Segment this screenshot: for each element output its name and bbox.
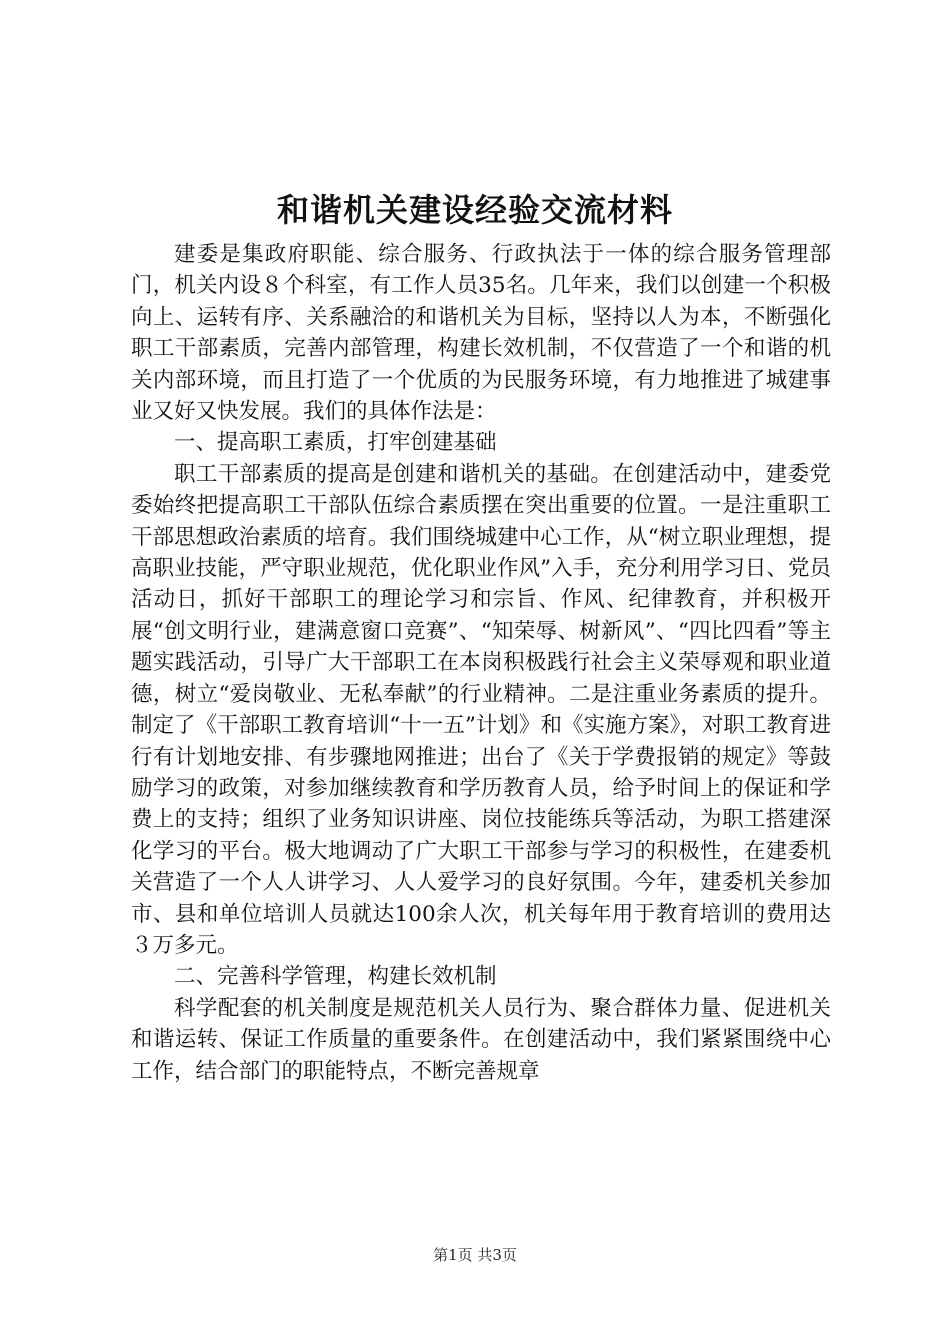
page-number-footer: 第1页 共3页 <box>433 1246 517 1264</box>
paragraph-section-2: 科学配套的机关制度是规范机关人员行为、聚合群体力量、促进机关和谐运转、保证工作质量的重要条件。在创建活动中，我们紧紧围绕中心工作，结合部门的职能特点，不断完善规章 <box>131 995 831 1084</box>
paragraph-section-1: 职工干部素质的提高是创建和谐机关的基础。在创建活动中，建委党委始终把提高职工干部队伍综合素质摆在突出重要的位置。一是注重职工干部思想政治素质的培育。我们围绕城建中心工作，从“树立职业理想，提高职业技能，严守职业规范，优化职业作风”入手，充分利用学习日、党员活动日，抓好干部职工的理论学习和宗旨、作风、纪律教育，并积极开展“创文明行业，建满意窗口竞赛”、“知荣辱、树新风”、“四比四看”等主题实践活动，引导广大干部职工在本岗积极践行社会主义荣辱观和职业道德，树立“爱岗敬业、无私奉献”的行业精神。二是注重业务素质的提升。制定了《干部职工教育培训“十一五”计划》和《实施方案》，对职工教育进行有计划地安排、有步骤地网推进；出台了《关于学费报销的规定》等鼓励学习的政策，对参加继续教育和学历教育人员，给予时间上的保证和学费上的支持；组织了业务知识讲座、岗位技能练兵等活动，为职工搭建深化学习的平台。极大地调动了广大职工干部参与学习的积极性，在建委机关营造了一个人人讲学习、人人爱学习的良好氛围。今年，建委机关参加市、县和单位培训人员就达100余人次，机关每年用于教育培训的费用达３万多元。 <box>131 461 831 958</box>
paragraph-intro: 建委是集政府职能、综合服务、行政执法于一体的综合服务管理部门，机关内设８个科室，有工作人员35名。几年来，我们以创建一个积极向上、运转有序、关系融洽的和谐机关为目标，坚持以人为本，不断强化职工干部素质，完善内部管理，构建长效机制，不仅营造了一个和谐的机关内部环境，而且打造了一个优质的为民服务环境，有力地推进了城建事业又好又快发展。我们的具体作法是： <box>131 242 831 425</box>
section-heading-2: 二、完善科学管理，构建长效机制 <box>174 964 497 990</box>
document-body <box>131 239 831 1087</box>
document-title: 和谐机关建设经验交流材料 <box>276 191 673 229</box>
section-heading-1: 一、提高职工素质，打牢创建基础 <box>174 430 497 456</box>
